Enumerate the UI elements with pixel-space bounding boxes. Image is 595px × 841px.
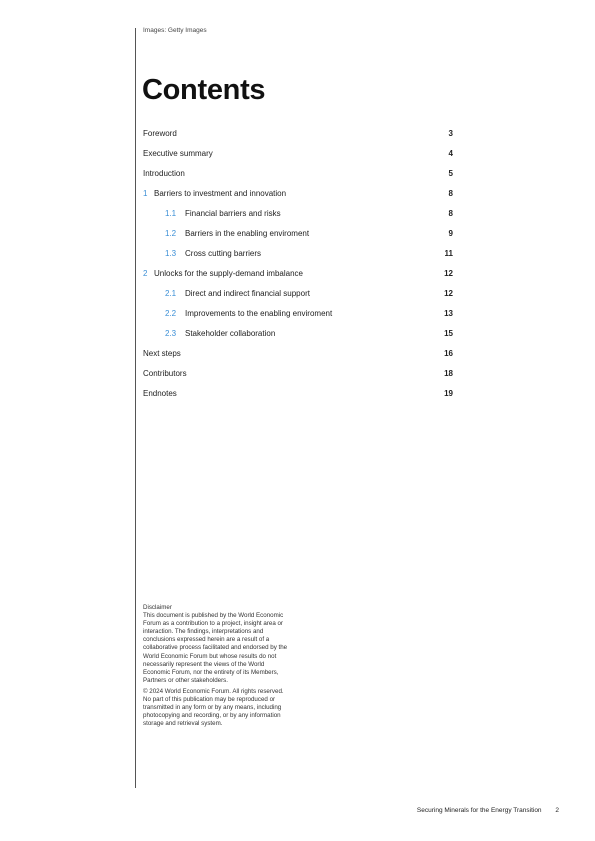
- toc-entry-page: 8: [448, 188, 453, 198]
- toc-entry-label: Contributors: [143, 368, 187, 378]
- toc-entry-label: Next steps: [143, 348, 181, 358]
- toc-entry-number: 2.2: [165, 308, 177, 318]
- toc-entry-label: Cross cutting barriers: [185, 248, 262, 258]
- toc-entry[interactable]: [143, 223, 453, 243]
- toc-entry-page: 3: [448, 128, 453, 138]
- toc-entry-number: 2: [143, 268, 148, 278]
- toc-entry[interactable]: [143, 263, 453, 283]
- disclaimer: [143, 604, 293, 731]
- toc-entry-page: 12: [444, 268, 453, 278]
- page-title: Contents: [142, 74, 266, 106]
- toc-entry-page: 18: [444, 368, 453, 378]
- toc-entry-page: 12: [444, 288, 453, 298]
- toc-entry-number: 1: [143, 188, 148, 198]
- toc-entry-number: 2.3: [165, 328, 177, 338]
- footer-document-title: Securing Minerals for the Energy Transition: [416, 807, 542, 814]
- toc-entry-number: 1.3: [165, 248, 177, 258]
- toc-entry-number: 1.2: [165, 228, 177, 238]
- toc-entry-label: Barriers to investment and innovation: [154, 188, 287, 198]
- toc-entry-page: 4: [448, 148, 453, 158]
- toc-entry[interactable]: [143, 203, 453, 223]
- toc-entry-label: Direct and indirect financial support: [185, 288, 310, 298]
- toc-entry-page: 5: [448, 168, 453, 178]
- margin-rule: [135, 28, 136, 788]
- toc-entry-label: Improvements to the enabling enviroment: [185, 308, 333, 318]
- copyright-notice: © 2024 World Economic Forum. All rights reserved. No part of this publication may be reproduced or transmitted in any form or by any means, including photocopying and recording, or by any information storage and retrieval system.: [143, 687, 284, 728]
- toc-entry[interactable]: [143, 183, 453, 203]
- toc-entry[interactable]: [143, 163, 453, 183]
- toc-entry-label: Introduction: [143, 168, 185, 178]
- toc-entry-page: 19: [444, 388, 453, 398]
- disclaimer-heading: Disclaimer: [143, 604, 172, 611]
- toc-entry[interactable]: [143, 143, 453, 163]
- toc-entry-page: 11: [444, 248, 453, 258]
- toc-entry-label: Executive summary: [143, 148, 213, 158]
- toc-entry-label: Endnotes: [143, 388, 177, 398]
- toc-entry[interactable]: [143, 343, 453, 363]
- toc-entry[interactable]: [143, 363, 453, 383]
- page-footer: [417, 807, 559, 814]
- toc-entry-page: 16: [444, 348, 453, 358]
- toc-entry-label: Stakeholder collaboration: [185, 328, 276, 338]
- table-of-contents: [143, 123, 453, 403]
- toc-entry-number: 1.1: [165, 208, 177, 218]
- footer-page-number: 2: [555, 807, 559, 814]
- disclaimer-body: This document is published by the World Economic Forum as a contribution to a project, insight area or interaction. The findings, interpretations and conclusions expressed herein are a result of a collaborative process facilitated and endorsed by the World Economic Forum but whose results do not necessarily represent the views of the World Economic Forum, nor the entirety of its Members, Partners or other stakeholders.: [143, 612, 288, 684]
- toc-entry-label: Foreword: [143, 128, 177, 138]
- toc-entry[interactable]: [143, 323, 453, 343]
- toc-entry-label: Financial barriers and risks: [185, 208, 281, 218]
- toc-entry[interactable]: [143, 303, 453, 323]
- toc-entry-page: 8: [448, 208, 453, 218]
- toc-entry-label: Barriers in the enabling enviroment: [185, 228, 310, 238]
- toc-entry[interactable]: [143, 243, 453, 263]
- toc-entry[interactable]: [143, 383, 453, 403]
- toc-entry[interactable]: [143, 123, 453, 143]
- image-credit: Images: Getty Images: [143, 27, 207, 34]
- toc-entry-label: Unlocks for the supply-demand imbalance: [154, 268, 303, 278]
- toc-entry-number: 2.1: [165, 288, 177, 298]
- toc-entry-page: 13: [444, 308, 453, 318]
- toc-entry[interactable]: [143, 283, 453, 303]
- toc-entry-page: 15: [444, 328, 453, 338]
- toc-entry-page: 9: [448, 228, 453, 238]
